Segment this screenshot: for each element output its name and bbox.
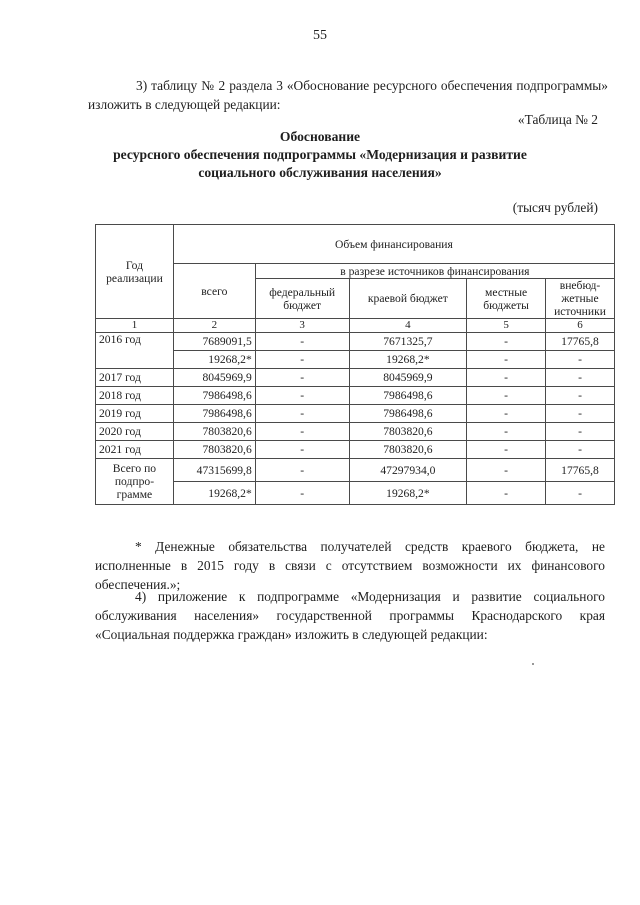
cell-local: -	[467, 423, 546, 441]
cell-federal: -	[255, 387, 349, 405]
row-year: 2021 год	[96, 441, 174, 459]
row-year: 2020 год	[96, 423, 174, 441]
header-local: местные бюджеты	[467, 279, 546, 319]
header-regional: краевой бюджет	[349, 279, 467, 319]
cell-federal: -	[255, 482, 349, 505]
cell-federal: -	[255, 369, 349, 387]
header-volume: Объем финансирования	[173, 225, 614, 264]
table-row	[96, 423, 615, 441]
cell-regional: 7803820,6	[349, 423, 467, 441]
total-label: Всего по подпро-грамме	[96, 459, 174, 505]
cell-federal: -	[255, 423, 349, 441]
cell-regional: 47297934,0	[349, 459, 467, 482]
table-heading-line1: Обоснование	[279, 129, 361, 144]
header-extra: внебюд-жетные источники	[546, 279, 615, 319]
table-heading-line3: социального обслуживания населения»	[198, 165, 442, 180]
scan-speck	[532, 663, 534, 665]
col-number: 2	[173, 319, 255, 333]
cell-extra: 17765,8	[546, 333, 615, 351]
col-number: 5	[467, 319, 546, 333]
table-row	[96, 405, 615, 423]
header-total: всего	[173, 264, 255, 319]
cell-local: -	[467, 441, 546, 459]
table-row	[96, 441, 615, 459]
units-label: (тысяч рублей)	[512, 200, 598, 215]
cell-total: 19268,2*	[173, 482, 255, 505]
row-year: 2019 год	[96, 405, 174, 423]
header-year: Год реализации	[96, 225, 174, 319]
cell-regional: 7803820,6	[349, 441, 467, 459]
cell-total: 8045969,9	[173, 369, 255, 387]
cell-local: -	[467, 482, 546, 505]
table-row	[96, 333, 615, 351]
cell-federal: -	[255, 459, 349, 482]
cell-regional: 7986498,6	[349, 387, 467, 405]
table-row-total	[96, 482, 615, 505]
cell-regional: 19268,2*	[349, 351, 467, 369]
cell-total: 7803820,6	[173, 423, 255, 441]
cell-extra: -	[546, 369, 615, 387]
cell-total: 7803820,6	[173, 441, 255, 459]
cell-extra: -	[546, 387, 615, 405]
cell-total: 7689091,5	[173, 333, 255, 351]
cell-regional: 8045969,9	[349, 369, 467, 387]
cell-total: 19268,2*	[173, 351, 255, 369]
header-by-source: в разрезе источников финансирования	[255, 264, 614, 279]
cell-local: -	[467, 333, 546, 351]
cell-federal: -	[255, 333, 349, 351]
cell-local: -	[467, 459, 546, 482]
cell-total: 7986498,6	[173, 405, 255, 423]
footnote: * Денежные обязательства получателей средств краевого бюджета, не исполненные в 2015 году в связи с отсутствием возможности их финансового обеспечения.»;	[95, 539, 605, 592]
cell-extra: -	[546, 405, 615, 423]
cell-regional: 19268,2*	[349, 482, 467, 505]
row-year: 2016 год	[96, 333, 174, 369]
table-row	[96, 369, 615, 387]
cell-local: -	[467, 387, 546, 405]
cell-total: 7986498,6	[173, 387, 255, 405]
cell-total: 47315699,8	[173, 459, 255, 482]
col-number: 4	[349, 319, 467, 333]
col-number: 6	[546, 319, 615, 333]
cell-federal: -	[255, 405, 349, 423]
table-row-total	[96, 459, 615, 482]
row-year: 2018 год	[96, 387, 174, 405]
page-number: 55	[313, 28, 327, 43]
col-number: 3	[255, 319, 349, 333]
cell-extra: 17765,8	[546, 459, 615, 482]
table-heading-line2: ресурсного обеспечения подпрограммы «Модернизация и развитие	[113, 147, 527, 162]
row-year: 2017 год	[96, 369, 174, 387]
cell-extra: -	[546, 351, 615, 369]
table-reference: «Таблица № 2	[517, 112, 598, 127]
cell-extra: -	[546, 423, 615, 441]
cell-federal: -	[255, 351, 349, 369]
table-row	[96, 387, 615, 405]
col-number: 1	[96, 319, 174, 333]
cell-regional: 7671325,7	[349, 333, 467, 351]
intro-paragraph: 3) таблицу № 2 раздела 3 «Обоснование ресурсного обеспечения подпрограммы» изложить в следующей редакции:	[88, 78, 608, 112]
point4-paragraph: 4) приложение к подпрограмме «Модернизация и развитие социального обслуживания населения» государственной программы Краснодарского края «Социальная поддержка граждан» изложить в следующей редакции:	[95, 589, 605, 642]
table-row	[96, 351, 615, 369]
cell-extra: -	[546, 441, 615, 459]
header-federal: федеральный бюджет	[255, 279, 349, 319]
cell-local: -	[467, 351, 546, 369]
cell-regional: 7986498,6	[349, 405, 467, 423]
cell-local: -	[467, 369, 546, 387]
cell-federal: -	[255, 441, 349, 459]
financing-table	[95, 224, 615, 505]
cell-local: -	[467, 405, 546, 423]
cell-extra: -	[546, 482, 615, 505]
